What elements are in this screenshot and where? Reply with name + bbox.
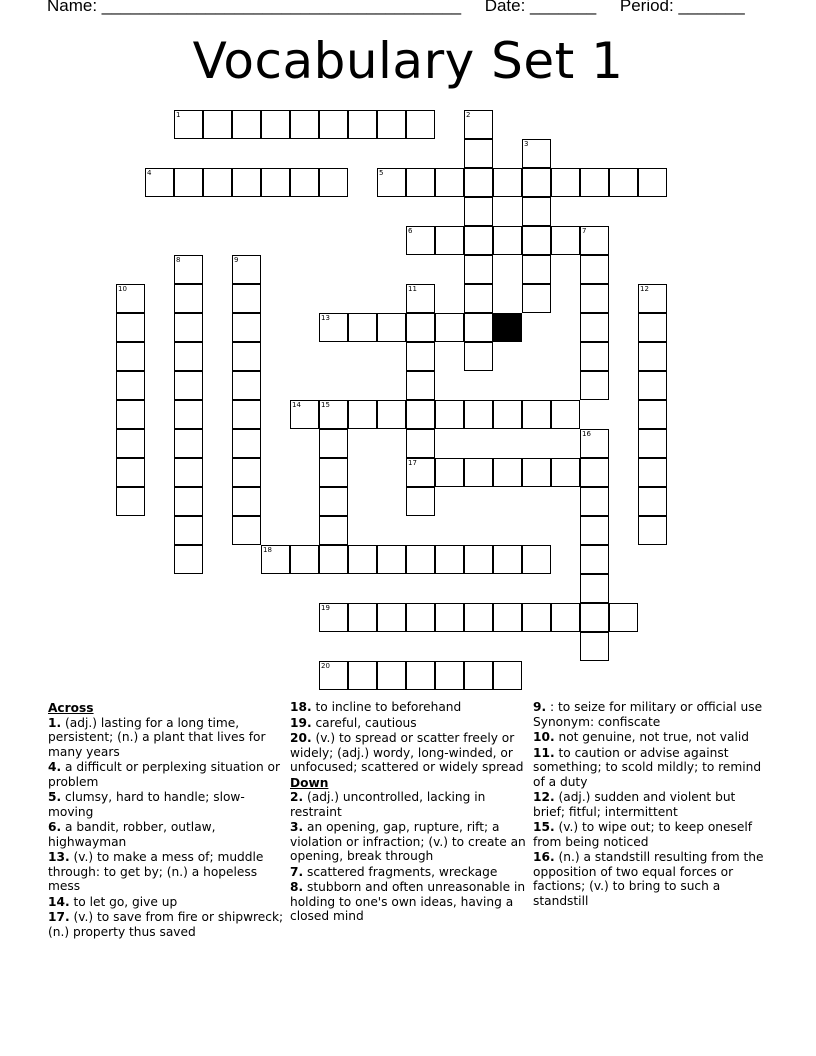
clues-column-3 <box>533 700 769 909</box>
grid-cell[interactable] <box>522 197 551 226</box>
grid-cell[interactable] <box>116 487 145 516</box>
grid-cell[interactable] <box>174 545 203 574</box>
grid-cell[interactable] <box>174 313 203 342</box>
grid-cell[interactable] <box>406 487 435 516</box>
cell-number: 12 <box>640 285 649 293</box>
clue-number: 18. <box>290 700 312 714</box>
cell-number: 13 <box>321 314 330 322</box>
cell-number: 17 <box>408 459 417 467</box>
grid-cell[interactable] <box>348 603 377 632</box>
grid-cell[interactable] <box>464 139 493 168</box>
clue-number: 14. <box>48 894 70 909</box>
grid-cell[interactable] <box>464 226 493 255</box>
grid-cell[interactable] <box>435 313 464 342</box>
clue-number: 20. <box>290 731 312 745</box>
grid-cell[interactable] <box>464 313 493 342</box>
clue-item <box>48 820 284 849</box>
clue-number: 2. <box>290 790 304 804</box>
grid-cell[interactable] <box>580 342 609 371</box>
grid-cell[interactable] <box>580 255 609 284</box>
grid-cell[interactable] <box>232 342 261 371</box>
clue-text: to caution or advise against something; to scold mildly; to remind of a duty <box>533 745 762 789</box>
grid-cell[interactable] <box>638 458 667 487</box>
grid-cell[interactable] <box>174 429 203 458</box>
grid-cell[interactable] <box>232 110 261 139</box>
grid-cell[interactable] <box>406 429 435 458</box>
grid-cell[interactable] <box>522 400 551 429</box>
grid-cell[interactable] <box>290 110 319 139</box>
clue-number: 13. <box>48 850 70 864</box>
grid-cell[interactable] <box>203 168 232 197</box>
grid-cell[interactable] <box>406 371 435 400</box>
grid-cell[interactable] <box>174 516 203 545</box>
grid-cell[interactable] <box>348 545 377 574</box>
grid-cell[interactable] <box>464 342 493 371</box>
clue-number: 16. <box>533 850 555 864</box>
grid-cell[interactable] <box>290 168 319 197</box>
grid-cell[interactable] <box>522 255 551 284</box>
grid-cell[interactable] <box>464 284 493 313</box>
grid-cell[interactable] <box>464 603 493 632</box>
grid-cell[interactable] <box>522 458 551 487</box>
clue-item <box>48 760 284 789</box>
grid-cell[interactable] <box>580 371 609 400</box>
grid-cell[interactable] <box>522 284 551 313</box>
grid-cell[interactable] <box>406 400 435 429</box>
grid-cell[interactable] <box>638 429 667 458</box>
clue-item <box>533 746 769 790</box>
grid-cell[interactable] <box>580 284 609 313</box>
grid-cell[interactable] <box>116 313 145 342</box>
cell-number: 14 <box>292 401 301 409</box>
grid-cell[interactable] <box>203 110 232 139</box>
black-square <box>493 313 522 342</box>
clue-text: (v.) to save from fire or shipwreck; (n.) property thus saved <box>48 910 284 939</box>
clue-number: 9. <box>533 700 547 714</box>
clue-text: (v.) to spread or scatter freely or widely; (adj.) wordy, long-winded, or unfocused; scattered or widely spread <box>290 731 524 774</box>
grid-cell[interactable] <box>435 545 464 574</box>
grid-cell[interactable] <box>580 545 609 574</box>
grid-cell[interactable] <box>551 400 580 429</box>
grid-cell[interactable] <box>406 603 435 632</box>
clue-number: 17. <box>48 910 70 924</box>
clue-text: (adj.) lasting for a long time, persistent; (n.) a plant that lives for many years <box>48 715 266 759</box>
grid-cell[interactable] <box>638 487 667 516</box>
grid-cell[interactable] <box>435 661 464 690</box>
clue-text: to let go, give up <box>69 894 178 909</box>
grid-cell[interactable] <box>174 342 203 371</box>
grid-cell[interactable] <box>116 429 145 458</box>
grid-cell[interactable] <box>435 400 464 429</box>
grid-cell[interactable] <box>464 168 493 197</box>
grid-cell[interactable] <box>406 110 435 139</box>
grid-cell[interactable] <box>116 342 145 371</box>
clue-text: : to seize for military or official use Synonym: confiscate <box>533 700 763 729</box>
grid-cell[interactable] <box>464 400 493 429</box>
grid-cell[interactable] <box>580 458 609 487</box>
clue-number: 5. <box>48 790 62 804</box>
clue-item <box>290 820 526 864</box>
cell-number: 15 <box>321 401 330 409</box>
cell-number: 6 <box>408 227 413 235</box>
grid-cell[interactable] <box>638 313 667 342</box>
clue-section-heading: Down <box>290 775 329 790</box>
grid-cell[interactable] <box>609 603 638 632</box>
clue-item <box>48 850 284 894</box>
grid-cell[interactable] <box>174 284 203 313</box>
grid-cell[interactable] <box>435 603 464 632</box>
cell-number: 2 <box>466 111 471 119</box>
clue-item <box>290 790 526 819</box>
grid-cell[interactable] <box>435 458 464 487</box>
cell-number: 9 <box>234 256 239 264</box>
cell-number: 1 <box>176 111 181 119</box>
grid-cell[interactable] <box>319 429 348 458</box>
grid-cell[interactable] <box>348 400 377 429</box>
clue-text: not genuine, not true, not valid <box>554 730 749 744</box>
grid-cell[interactable] <box>464 458 493 487</box>
clue-text: to incline to beforehand <box>311 700 462 714</box>
grid-cell[interactable] <box>377 603 406 632</box>
grid-cell[interactable] <box>493 400 522 429</box>
grid-cell[interactable] <box>493 168 522 197</box>
grid-cell[interactable] <box>377 400 406 429</box>
grid-cell[interactable] <box>406 661 435 690</box>
grid-cell[interactable] <box>377 313 406 342</box>
clue-text: clumsy, hard to handle; slow-moving <box>48 790 245 819</box>
grid-cell[interactable] <box>493 226 522 255</box>
cell-number: 7 <box>582 227 587 235</box>
cell-number: 5 <box>379 169 384 177</box>
grid-cell[interactable] <box>377 110 406 139</box>
cell-number: 8 <box>176 256 181 264</box>
cell-number: 18 <box>263 546 272 554</box>
grid-cell[interactable] <box>232 313 261 342</box>
grid-cell[interactable] <box>232 429 261 458</box>
grid-cell[interactable] <box>319 458 348 487</box>
clue-item <box>48 790 284 819</box>
name-label: Name: ______________________________________ <box>47 0 462 15</box>
clue-number: 6. <box>48 820 62 834</box>
grid-cell[interactable] <box>261 110 290 139</box>
grid-cell[interactable] <box>319 168 348 197</box>
clue-text: scattered fragments, wreckage <box>303 864 498 879</box>
grid-cell[interactable] <box>522 545 551 574</box>
clue-item <box>48 910 284 939</box>
clue-item <box>533 850 769 908</box>
grid-cell[interactable] <box>638 371 667 400</box>
period-label: Period: _______ <box>619 0 745 15</box>
cell-number: 16 <box>582 430 591 438</box>
page-title: Vocabulary Set 1 <box>192 32 624 90</box>
grid-cell[interactable] <box>406 313 435 342</box>
grid-cell[interactable] <box>348 661 377 690</box>
clue-text: (v.) to wipe out; to keep oneself from being noticed <box>533 820 753 849</box>
grid-cell[interactable] <box>493 661 522 690</box>
grid-cell[interactable] <box>116 400 145 429</box>
grid-cell[interactable] <box>319 487 348 516</box>
clue-text: stubborn and often unreasonable in holding to one's own ideas, having a closed mind <box>290 880 526 923</box>
grid-cell[interactable] <box>493 603 522 632</box>
grid-cell[interactable] <box>232 458 261 487</box>
clue-number: 4. <box>48 760 62 774</box>
grid-cell[interactable] <box>174 371 203 400</box>
grid-cell[interactable] <box>638 168 667 197</box>
grid-cell[interactable] <box>638 342 667 371</box>
grid-cell[interactable] <box>116 371 145 400</box>
clue-item <box>290 716 526 731</box>
grid-cell[interactable] <box>551 603 580 632</box>
clue-item <box>533 820 769 849</box>
cell-number: 4 <box>147 169 152 177</box>
clue-item <box>290 700 526 715</box>
grid-cell[interactable] <box>464 661 493 690</box>
clue-number: 19. <box>290 715 312 730</box>
clue-text: a bandit, robber, outlaw, highwayman <box>48 820 216 849</box>
grid-cell[interactable] <box>174 400 203 429</box>
clue-item <box>290 880 526 924</box>
grid-cell[interactable] <box>464 255 493 284</box>
grid-cell[interactable] <box>551 458 580 487</box>
clue-section-heading: Across <box>48 701 94 715</box>
clue-item <box>48 895 284 910</box>
clue-item <box>533 790 769 819</box>
clue-number: 8. <box>290 880 304 894</box>
clue-text: (adj.) sudden and violent but brief; fitful; intermittent <box>533 790 736 819</box>
grid-cell[interactable] <box>232 168 261 197</box>
cell-number: 11 <box>408 285 417 293</box>
clue-item <box>290 865 526 880</box>
grid-cell[interactable] <box>435 226 464 255</box>
cell-number: 3 <box>524 140 529 148</box>
grid-cell[interactable] <box>377 661 406 690</box>
clues-column-2 <box>290 700 526 925</box>
grid-cell[interactable] <box>493 458 522 487</box>
clues-column-1 <box>48 700 284 940</box>
clue-item <box>533 730 769 745</box>
grid-cell[interactable] <box>464 545 493 574</box>
clue-item <box>290 731 526 775</box>
grid-cell[interactable] <box>319 516 348 545</box>
clue-number: 7. <box>290 864 304 879</box>
grid-cell[interactable] <box>116 458 145 487</box>
grid-cell[interactable] <box>348 110 377 139</box>
grid-cell[interactable] <box>232 284 261 313</box>
grid-cell[interactable] <box>522 168 551 197</box>
clue-text: (n.) a standstill resulting from the opposition of two equal forces or factions; (v.) to bring to such a standstill <box>533 850 764 908</box>
grid-cell[interactable] <box>261 168 290 197</box>
grid-cell[interactable] <box>348 313 377 342</box>
grid-cell[interactable] <box>464 197 493 226</box>
clue-text: (v.) to make a mess of; muddle through: to get by; (n.) a hopeless mess <box>48 850 264 893</box>
grid-cell[interactable] <box>406 545 435 574</box>
grid-cell[interactable] <box>551 168 580 197</box>
clue-text: an opening, gap, rupture, rift; a violation or infraction; (v.) to create an opening, break through <box>290 820 526 863</box>
grid-cell[interactable] <box>580 516 609 545</box>
grid-cell[interactable] <box>609 168 638 197</box>
grid-cell[interactable] <box>551 226 580 255</box>
grid-cell[interactable] <box>232 487 261 516</box>
clue-number: 10. <box>533 730 555 744</box>
grid-cell[interactable] <box>580 603 609 632</box>
grid-cell[interactable] <box>435 168 464 197</box>
clue-number: 12. <box>533 790 555 804</box>
grid-cell[interactable] <box>174 458 203 487</box>
grid-cell[interactable] <box>522 603 551 632</box>
grid-cell[interactable] <box>319 110 348 139</box>
date-label: Date: _______ <box>484 0 597 15</box>
clue-number: 11. <box>533 745 555 760</box>
clue-number: 3. <box>290 820 304 834</box>
grid-cell[interactable] <box>377 545 406 574</box>
grid-cell[interactable] <box>232 400 261 429</box>
cell-number: 10 <box>118 285 127 293</box>
clue-item <box>48 716 284 760</box>
grid-cell[interactable] <box>580 574 609 603</box>
clue-text: a difficult or perplexing situation or problem <box>48 760 281 789</box>
grid-cell[interactable] <box>580 632 609 661</box>
grid-cell[interactable] <box>406 168 435 197</box>
grid-cell[interactable] <box>580 168 609 197</box>
grid-cell[interactable] <box>174 168 203 197</box>
grid-cell[interactable] <box>319 545 348 574</box>
grid-cell[interactable] <box>638 516 667 545</box>
grid-cell[interactable] <box>290 545 319 574</box>
grid-cell[interactable] <box>493 545 522 574</box>
clue-number: 1. <box>48 715 62 730</box>
cell-number: 20 <box>321 662 330 670</box>
clue-number: 15. <box>533 820 555 834</box>
grid-cell[interactable] <box>580 313 609 342</box>
grid-cell[interactable] <box>638 400 667 429</box>
grid-cell[interactable] <box>580 487 609 516</box>
cell-number: 19 <box>321 604 330 612</box>
clue-text: careful, cautious <box>311 715 417 730</box>
grid-cell[interactable] <box>232 371 261 400</box>
grid-cell[interactable] <box>174 487 203 516</box>
grid-cell[interactable] <box>406 342 435 371</box>
grid-cell[interactable] <box>522 226 551 255</box>
grid-cell[interactable] <box>232 516 261 545</box>
clue-text: (adj.) uncontrolled, lacking in restraint <box>290 790 486 819</box>
clue-item <box>533 700 769 729</box>
